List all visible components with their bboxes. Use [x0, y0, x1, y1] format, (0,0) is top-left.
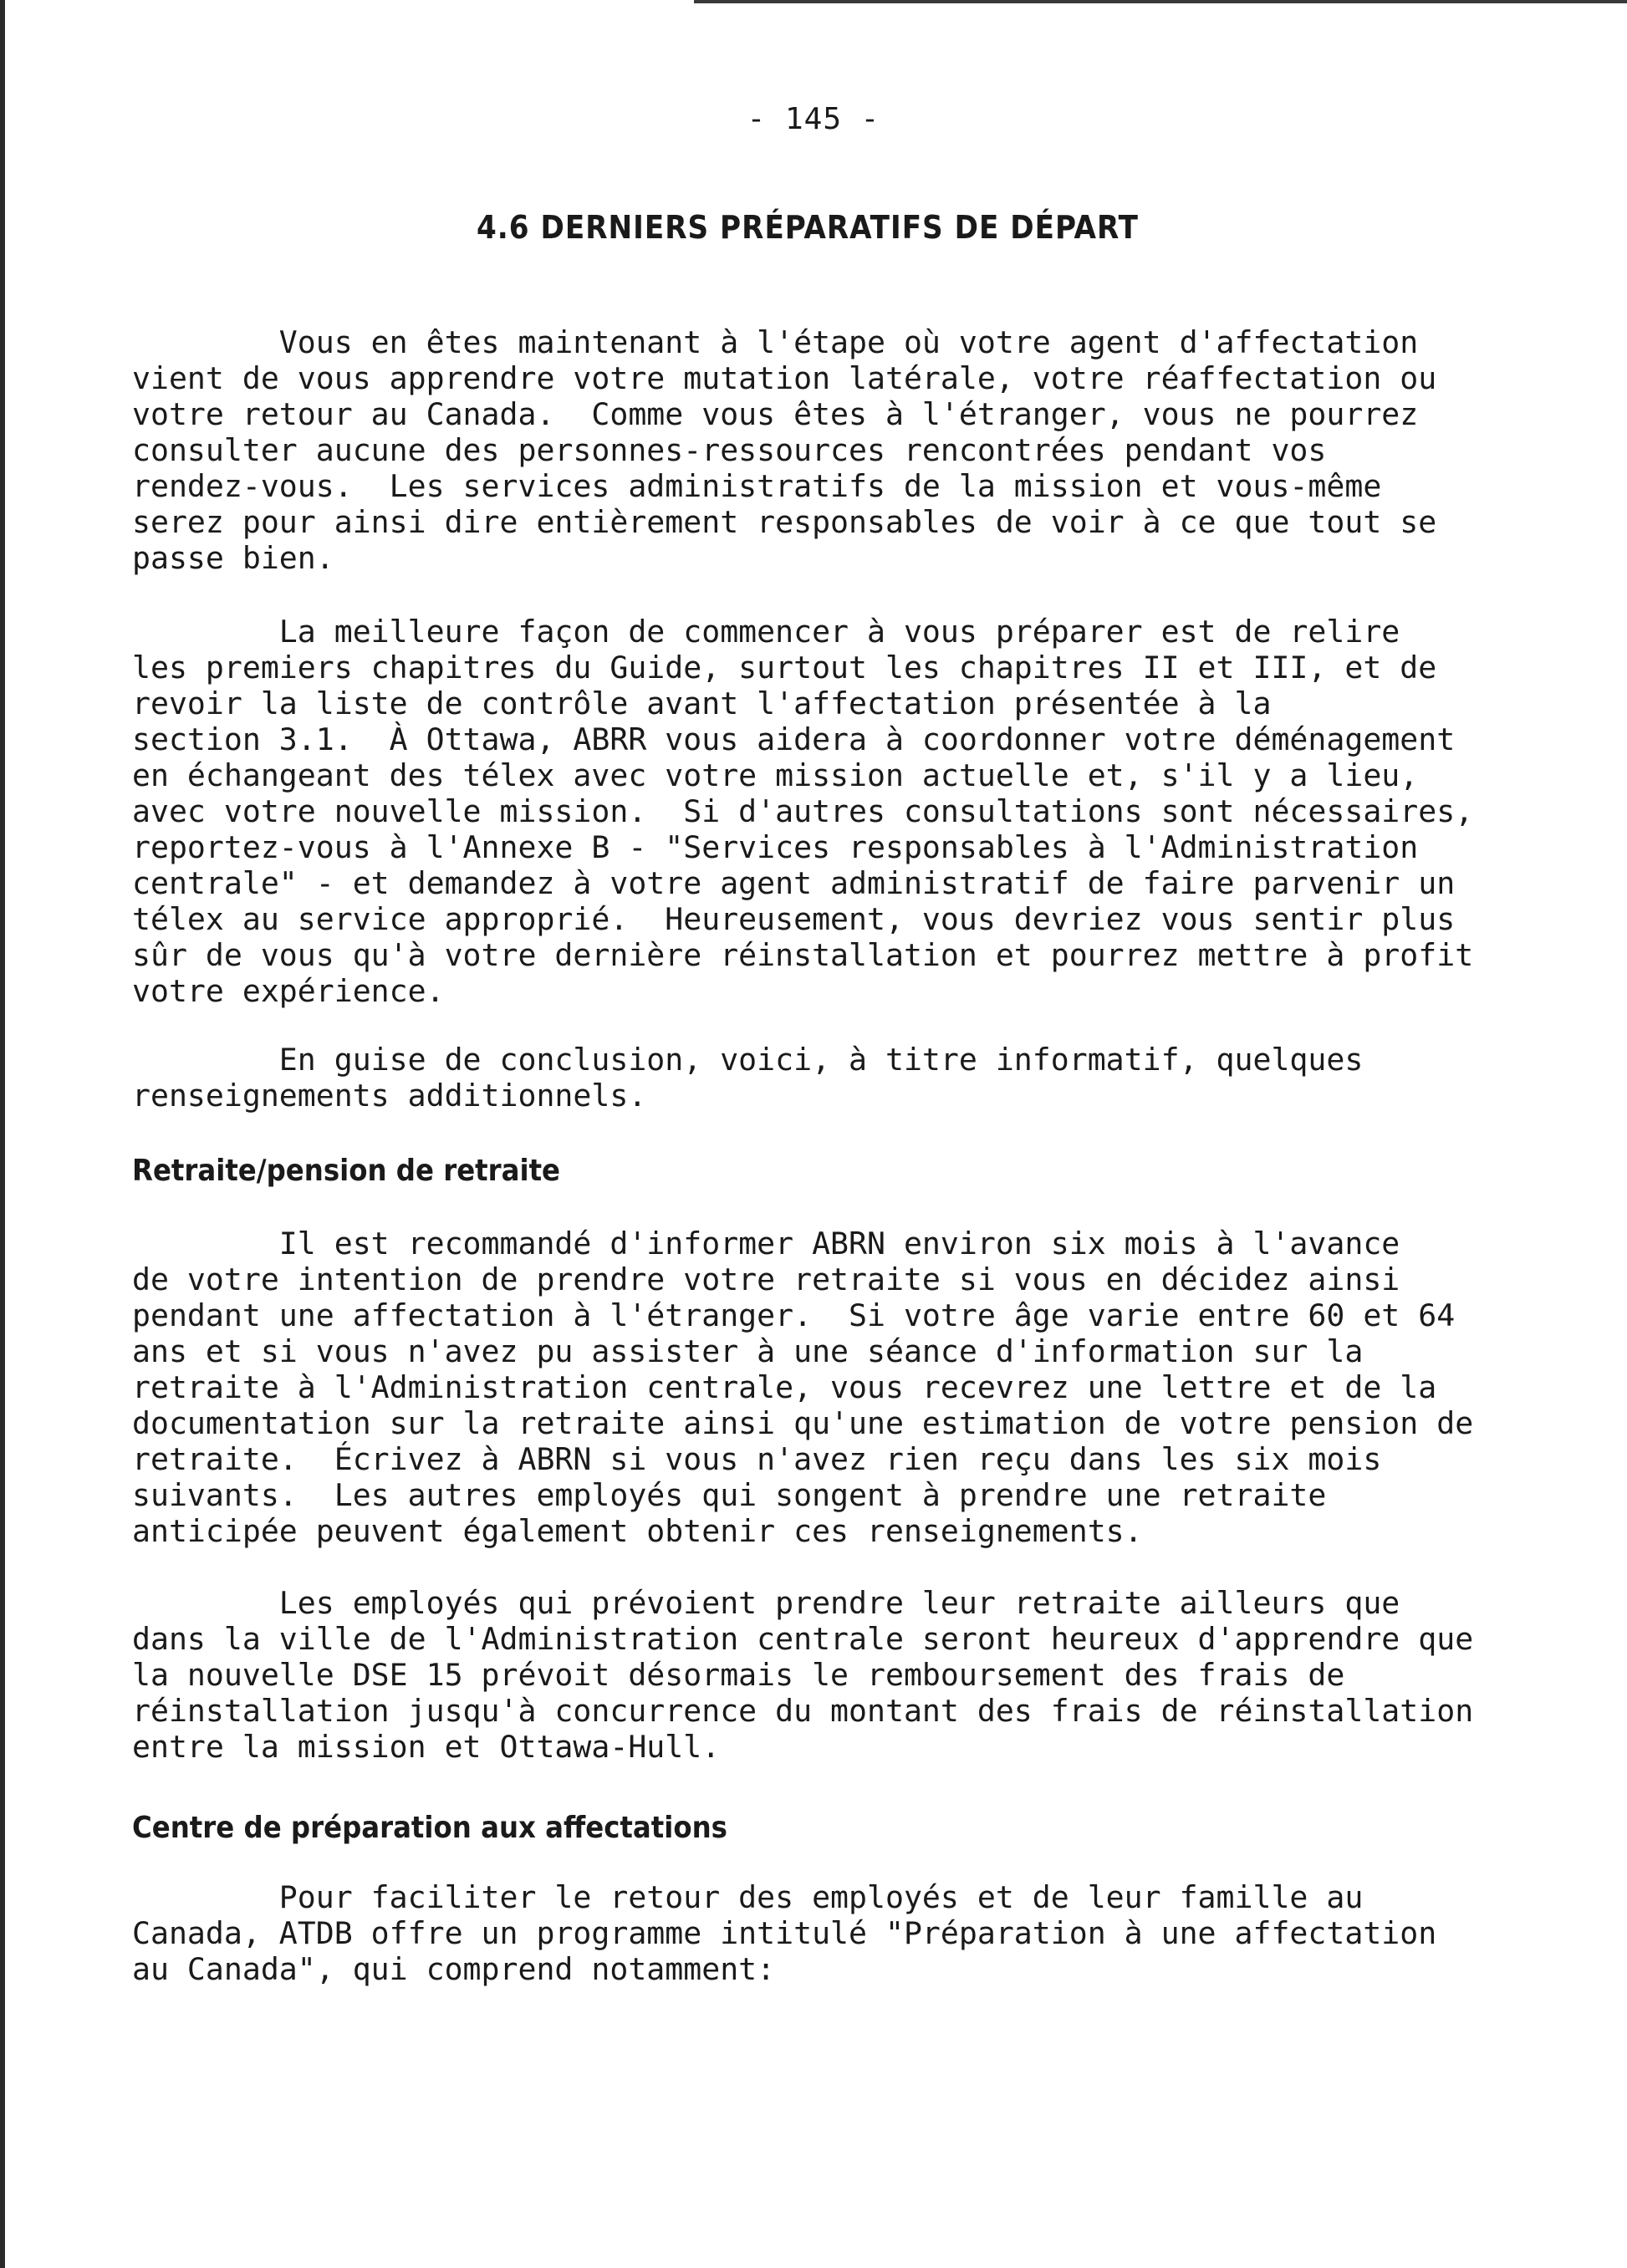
paragraph-conclusion: En guise de conclusion, voici, à titre informatif, quelques renseignements additionnels.	[132, 1042, 1364, 1114]
paragraph-retirement-relocation: Les employés qui prévoient prendre leur retraite ailleurs que dans la ville de l'Administration centrale seront heureux d'apprendre que la nouvelle DSE 15 prévoit désormais le remboursement des frais de réinstallation jusqu'à concurrence du montant des frais de réinstallation entre la mission et Ottawa-Hull.	[132, 1585, 1474, 1765]
scan-left-border	[0, 0, 5, 2268]
section-title: 4.6 DERNIERS PRÉPARATIFS DE DÉPART	[477, 209, 1139, 246]
page-number: - 145 -	[747, 102, 880, 136]
subheading-retirement: Retraite/pension de retraite	[132, 1154, 561, 1188]
paragraph-retirement-notice: Il est recommandé d'informer ABRN environ six mois à l'avance de votre intention de prendre votre retraite si vous en décidez ainsi pendant une affectation à l'étranger. Si votre âge varie entre 60 et 64 ans et si vous n'avez pu assister à une séance d'information sur la retraite à l'Administration centrale, vous recevrez une lettre et de la documentation sur la retraite ainsi qu'une estimation de votre pension de retraite. Écrivez à ABRN si vous n'avez rien reçu dans les six mois suivants. Les autres employés qui songent à prendre une retraite anticipée peuvent également obtenir ces renseignements.	[132, 1226, 1474, 1549]
paragraph-prep-centre: Pour faciliter le retour des employés et de leur famille au Canada, ATDB offre un programme intitulé "Préparation à une affectation au Canada", qui comprend notamment:	[132, 1879, 1437, 1987]
scan-top-border	[694, 0, 1627, 3]
paragraph-intro: Vous en êtes maintenant à l'étape où votre agent d'affectation vient de vous apprendre votre mutation latérale, votre réaffectation ou votre retour au Canada. Comme vous êtes à l'étranger, vous ne pourrez consulter aucune des personnes-ressources rencontrées pendant vos rendez-vous. Les services administratifs de la mission et vous-même serez pour ainsi dire entièrement responsables de voir à ce que tout se passe bien.	[132, 324, 1437, 576]
subheading-prep-centre: Centre de préparation aux affectations	[132, 1811, 727, 1845]
paragraph-preparation: La meilleure façon de commencer à vous préparer est de relire les premiers chapitres du Guide, surtout les chapitres II et III, et de revoir la liste de contrôle avant l'affectation présentée à la section 3.1. À Ottawa, ABRR vous aidera à coordonner votre déménagement en échangeant des télex avec votre mission actuelle et, s'il y a lieu, avec votre nouvelle mission. Si d'autres consultations sont nécessaires, reportez-vous à l'Annexe B - "Services responsables à l'Administration centrale" - et demandez à votre agent administratif de faire parvenir un télex au service approprié. Heureusement, vous devriez vous sentir plus sûr de vous qu'à votre dernière réinstallation et pourrez mettre à profit votre expérience.	[132, 614, 1474, 1009]
